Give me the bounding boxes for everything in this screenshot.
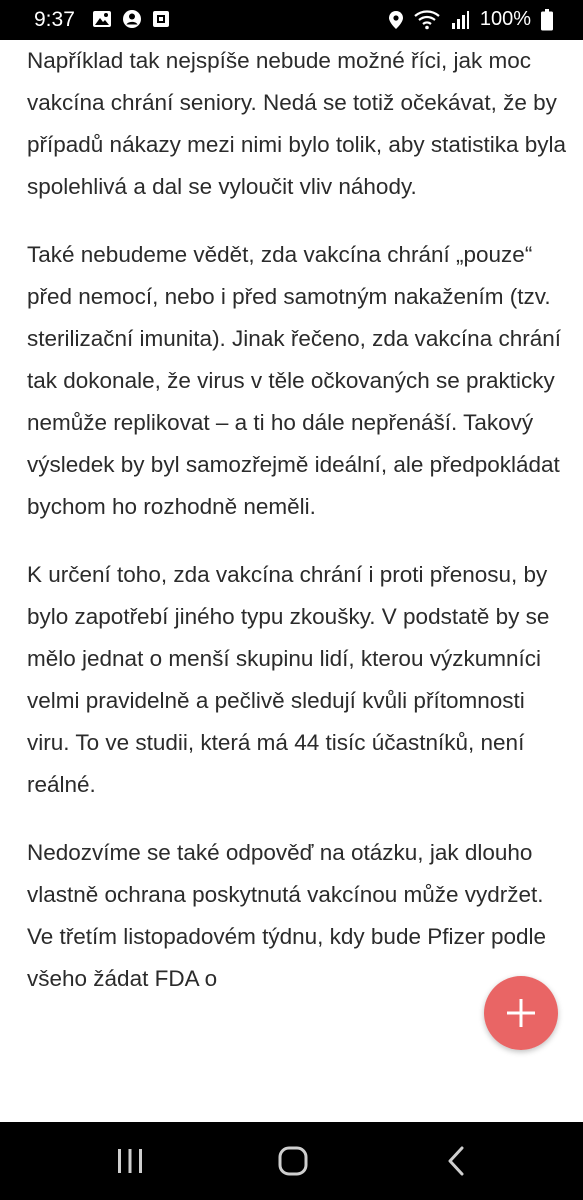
system-navigation-bar [0,1122,583,1200]
location-icon [388,10,404,30]
home-icon [273,1144,313,1178]
screenshot-icon [152,10,170,28]
article-body [27,40,567,1122]
recent-apps-button[interactable] [110,1144,150,1178]
status-bar [0,0,583,40]
article-paragraph: Také nebudeme vědět, zda vakcína chrání „pouze“ před nemocí, nebo i před samotným nakažením (tzv. sterilizační imunita). Jinak řečeno, zda vakcína chrání tak dokonale, že virus v těle očkovaných se prakticky nemůže replikovat – a ti ho dále nepřenáší. Takový výsledek by byl samozřejmě ideální, ale předpokládat bychom ho rozhodně neměli. [27,242,561,519]
add-fab-button[interactable] [484,976,558,1050]
home-button[interactable] [273,1144,313,1178]
status-time: 9:37 [34,8,75,31]
image-icon [92,10,112,28]
recent-apps-icon [110,1144,150,1178]
account-icon [122,9,142,29]
signal-icon [450,10,470,30]
battery-percentage: 100% [479,8,531,30]
article-paragraph: Nedozvíme se také odpověď na otázku, jak dlouho vlastně ochrana poskytnutá vakcínou může vydržet. Ve třetím listopadovém týdnu, kdy bude Pfizer podle všeho žádat FDA o [27,840,547,991]
wifi-icon [414,10,440,30]
back-icon [438,1144,478,1178]
plus-icon [504,996,538,1030]
battery-icon [541,9,553,31]
back-button[interactable] [438,1144,478,1178]
article-paragraph: Například tak nejspíše nebude možné říci, jak moc vakcína chrání seniory. Nedá se totiž očekávat, že by případů nákazy mezi nimi bylo tolik, aby statistika byla spolehlivá a dal se vyloučit vliv náhody. [27,48,566,199]
article-paragraph: K určení toho, zda vakcína chrání i proti přenosu, by bylo zapotřebí jiného typu zkoušky. V podstatě by se mělo jednat o menší skupinu lidí, kterou výzkumníci velmi pravidelně a pečlivě sledují kvůli přítomnosti viru. To ve studii, která má 44 tisíc účastníků, není reálné. [27,562,550,797]
